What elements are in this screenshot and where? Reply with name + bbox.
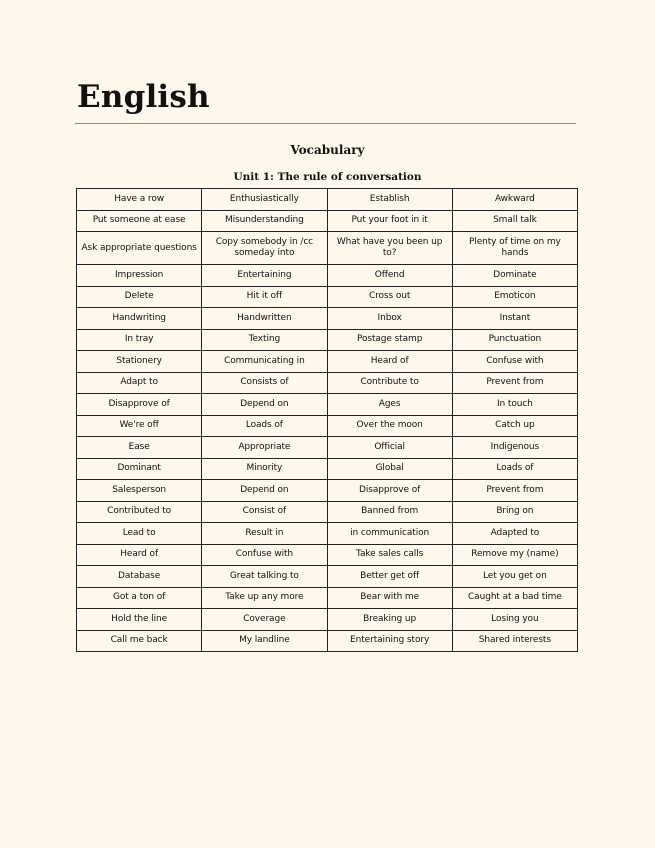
table-cell: Inbox: [327, 308, 452, 330]
table-cell: Official: [327, 437, 452, 459]
table-cell: Heard of: [77, 544, 202, 566]
page-title: English: [77, 79, 210, 115]
table-cell: What have you been up to?: [327, 232, 452, 265]
table-cell: Delete: [77, 286, 202, 308]
table-row: [77, 189, 578, 211]
table-row: [77, 265, 578, 287]
table-row: [77, 566, 578, 588]
table-cell: Copy somebody in /cc someday into: [202, 232, 327, 265]
table-cell: Dominant: [77, 458, 202, 480]
table-cell: Confuse with: [452, 351, 577, 373]
table-cell: Bear with me: [327, 587, 452, 609]
table-cell: Caught at a bad time: [452, 587, 577, 609]
table-cell: Entertaining story: [327, 630, 452, 652]
table-row: [77, 415, 578, 437]
vocabulary-table: [76, 188, 578, 652]
table-cell: Ease: [77, 437, 202, 459]
table-cell: Entertaining: [202, 265, 327, 287]
table-row: [77, 458, 578, 480]
table-row: [77, 630, 578, 652]
table-cell: Breaking up: [327, 609, 452, 631]
table-cell: Have a row: [77, 189, 202, 211]
table-cell: Hit it off: [202, 286, 327, 308]
table-cell: Contributed to: [77, 501, 202, 523]
table-row: [77, 210, 578, 232]
vocabulary-table-body: [77, 189, 578, 652]
table-cell: Impression: [77, 265, 202, 287]
table-cell: Consists of: [202, 372, 327, 394]
table-cell: Instant: [452, 308, 577, 330]
table-row: [77, 286, 578, 308]
table-cell: Prevent from: [452, 480, 577, 502]
table-cell: Handwritten: [202, 308, 327, 330]
table-row: [77, 232, 578, 265]
table-cell: Loads of: [452, 458, 577, 480]
table-cell: Disapprove of: [77, 394, 202, 416]
table-cell: Appropriate: [202, 437, 327, 459]
table-cell: My landline: [202, 630, 327, 652]
table-cell: In touch: [452, 394, 577, 416]
title-divider: [75, 123, 576, 124]
table-cell: in communication: [327, 523, 452, 545]
table-row: [77, 480, 578, 502]
table-cell: Consist of: [202, 501, 327, 523]
table-row: [77, 329, 578, 351]
table-row: [77, 523, 578, 545]
table-row: [77, 308, 578, 330]
table-cell: Bring on: [452, 501, 577, 523]
table-cell: Contribute to: [327, 372, 452, 394]
table-cell: Cross out: [327, 286, 452, 308]
table-cell: Put your foot in it: [327, 210, 452, 232]
table-row: [77, 609, 578, 631]
table-cell: Enthusiastically: [202, 189, 327, 211]
table-cell: Establish: [327, 189, 452, 211]
table-row: [77, 372, 578, 394]
table-cell: Got a ton of: [77, 587, 202, 609]
table-row: [77, 351, 578, 373]
table-cell: Confuse with: [202, 544, 327, 566]
table-cell: Minority: [202, 458, 327, 480]
table-cell: Communicating in: [202, 351, 327, 373]
table-cell: Global: [327, 458, 452, 480]
table-cell: Postage stamp: [327, 329, 452, 351]
table-cell: Plenty of time on my hands: [452, 232, 577, 265]
section-title: Vocabulary: [290, 143, 365, 157]
table-cell: Depend on: [202, 480, 327, 502]
table-row: [77, 544, 578, 566]
table-cell: Indigenous: [452, 437, 577, 459]
table-cell: Adapt to: [77, 372, 202, 394]
table-cell: Offend: [327, 265, 452, 287]
table-cell: Dominate: [452, 265, 577, 287]
table-cell: Loads of: [202, 415, 327, 437]
table-cell: Ages: [327, 394, 452, 416]
table-cell: Catch up: [452, 415, 577, 437]
table-cell: Misunderstanding: [202, 210, 327, 232]
table-cell: Salesperson: [77, 480, 202, 502]
table-cell: Adapted to: [452, 523, 577, 545]
table-cell: Texting: [202, 329, 327, 351]
table-cell: Emoticon: [452, 286, 577, 308]
table-cell: Lead to: [77, 523, 202, 545]
table-cell: Disapprove of: [327, 480, 452, 502]
table-row: [77, 501, 578, 523]
table-row: [77, 394, 578, 416]
table-cell: Losing you: [452, 609, 577, 631]
table-cell: We're off: [77, 415, 202, 437]
table-cell: Database: [77, 566, 202, 588]
unit-title: Unit 1: The rule of conversation: [233, 171, 422, 183]
table-cell: Over the moon: [327, 415, 452, 437]
table-cell: Awkward: [452, 189, 577, 211]
table-cell: Small talk: [452, 210, 577, 232]
table-cell: Great talking to: [202, 566, 327, 588]
table-cell: Put someone at ease: [77, 210, 202, 232]
table-cell: Heard of: [327, 351, 452, 373]
table-cell: Take up any more: [202, 587, 327, 609]
table-row: [77, 587, 578, 609]
table-cell: Prevent from: [452, 372, 577, 394]
table-cell: Result in: [202, 523, 327, 545]
table-cell: Call me back: [77, 630, 202, 652]
table-cell: Shared interests: [452, 630, 577, 652]
table-cell: Stationery: [77, 351, 202, 373]
table-cell: In tray: [77, 329, 202, 351]
table-cell: Let you get on: [452, 566, 577, 588]
table-cell: Banned from: [327, 501, 452, 523]
table-cell: Depend on: [202, 394, 327, 416]
table-cell: Hold the line: [77, 609, 202, 631]
table-cell: Ask appropriate questions: [77, 232, 202, 265]
table-row: [77, 437, 578, 459]
table-cell: Punctuation: [452, 329, 577, 351]
table-cell: Handwriting: [77, 308, 202, 330]
table-cell: Better get off: [327, 566, 452, 588]
table-cell: Coverage: [202, 609, 327, 631]
table-cell: Take sales calls: [327, 544, 452, 566]
table-cell: Remove my (name): [452, 544, 577, 566]
